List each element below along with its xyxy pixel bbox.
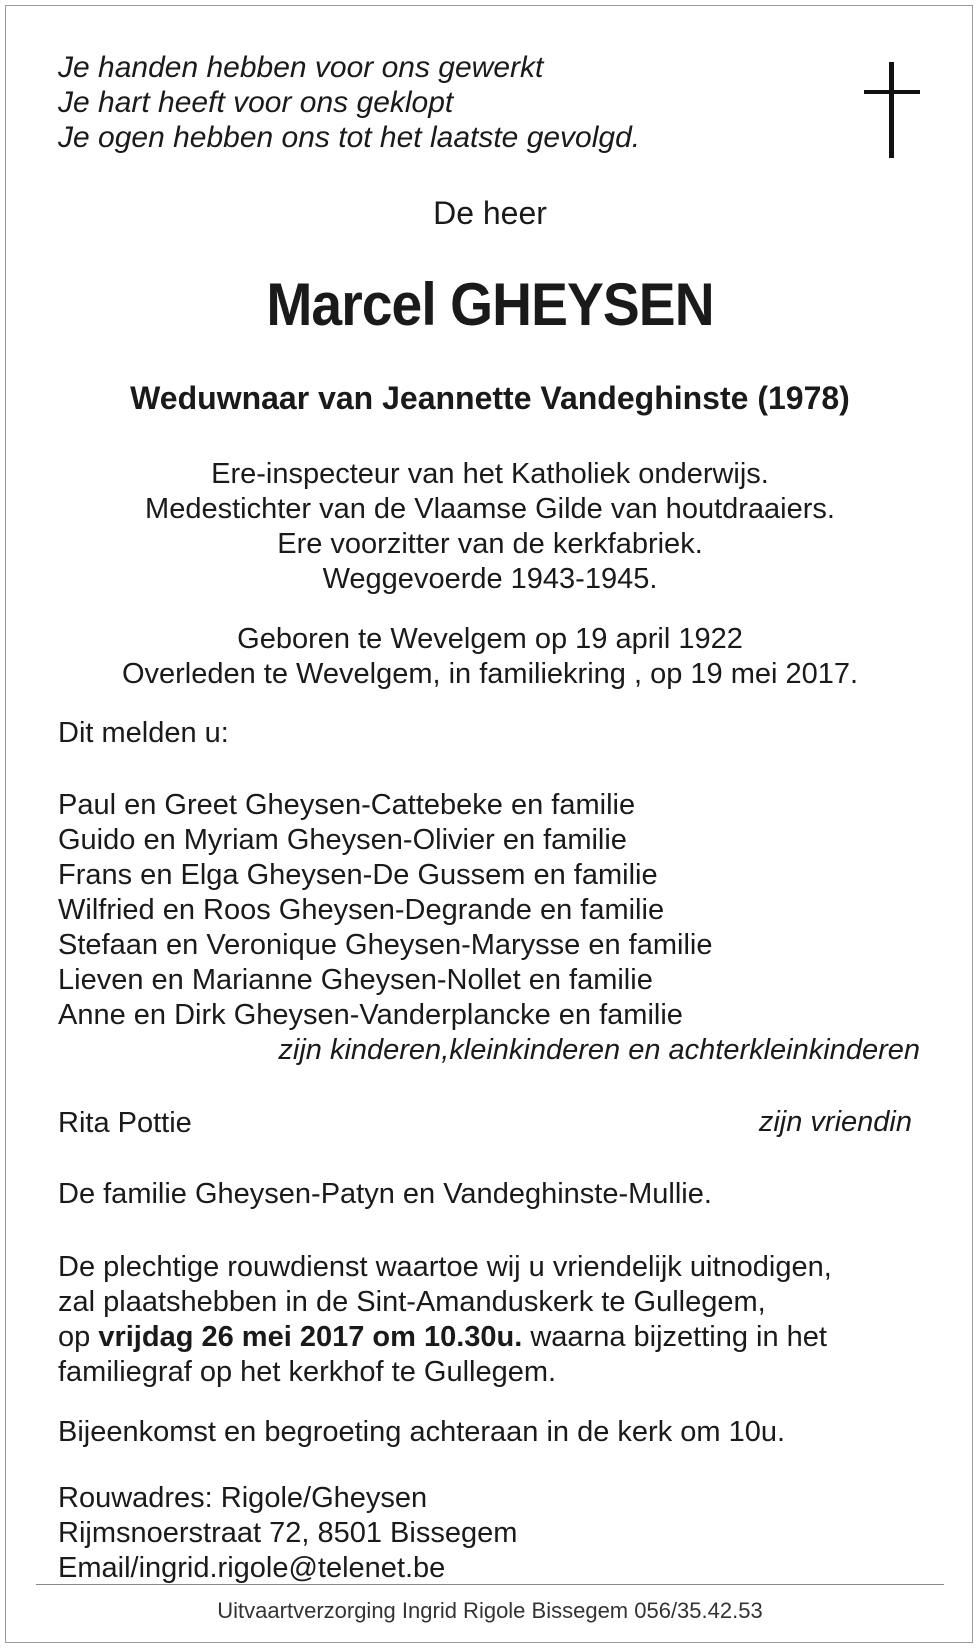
address-line: Rouwadres: Rigole/Gheysen [58, 1482, 428, 1514]
email-line: Email/ingrid.rigole@telenet.be [58, 1552, 446, 1584]
service-date: vrijdag 26 mei 2017 om 10.30u. [98, 1321, 523, 1353]
death-line: Overleden te Wevelgem, in familiekring , op 19 mei 2017. [121, 658, 859, 690]
life-dates [0, 622, 980, 692]
service-line: De plechtige rouwdienst waartoe wij u vriendelijk uitnodigen, [58, 1251, 832, 1283]
family-item: Guido en Myriam Gheysen-Olivier en familie [58, 824, 627, 856]
family-item: Frans en Elga Gheysen-De Gussem en familie [58, 859, 658, 891]
cross-icon [864, 62, 920, 158]
poem-line: Je hart heeft voor ons geklopt [58, 86, 454, 119]
salutation: De heer [433, 195, 547, 231]
poem-line: Je handen hebben voor ons gewerkt [58, 51, 544, 84]
family-item: Paul en Greet Gheysen-Cattebeke en familie [58, 789, 636, 821]
service-line [58, 1320, 832, 1355]
meeting-line: Bijeenkomst en begroeting achteraan in de kerk om 10u. [58, 1416, 786, 1448]
address-line: Rijmsnoerstraat 72, 8501 Bissegem [58, 1517, 518, 1549]
poem-line: Je ogen hebben ons tot het laatste gevolgd. [58, 121, 641, 154]
poem [58, 50, 640, 155]
family-item: Stefaan en Veronique Gheysen-Marysse en familie [58, 929, 713, 961]
footer-credit: Uitvaartverzorging Ingrid Rigole Bissegem 056/35.42.53 [217, 1598, 763, 1623]
service-info [58, 1250, 832, 1390]
family-item: Lieven en Marianne Gheysen-Nollet en familie [58, 964, 653, 996]
service-line: familiegraf op het kerkhof te Gullegem. [58, 1356, 557, 1388]
deceased-name: Marcel GHEYSEN [266, 271, 714, 338]
service-post: waarna bijzetting in het [522, 1321, 827, 1353]
mourning-address [58, 1481, 517, 1586]
service-pre: op [58, 1321, 99, 1353]
birth-line: Geboren te Wevelgem op 19 april 1922 [237, 623, 743, 655]
title-line: Ere-inspecteur van het Katholiek onderwijs. [211, 458, 769, 490]
titles [0, 457, 980, 597]
family-list [58, 788, 712, 1033]
widower-line: Weduwnaar van Jeannette Vandeghinste (1978) [130, 380, 850, 416]
announce-line: Dit melden u: [58, 717, 229, 749]
title-line: Ere voorzitter van de kerkfabriek. [277, 528, 703, 560]
title-line: Weggevoerde 1943-1945. [322, 563, 658, 595]
friend-role: zijn vriendin [758, 1106, 912, 1138]
family-role: zijn kinderen,kleinkinderen en achterkleinkinderen [278, 1034, 920, 1066]
family-item: Wilfried en Roos Gheysen-Degrande en familie [58, 894, 665, 926]
title-line: Medestichter van de Vlaamse Gilde van houtdraaiers. [145, 493, 835, 525]
service-line: zal plaatshebben in de Sint-Amanduskerk te Gullegem, [58, 1286, 766, 1318]
footer-divider [36, 1584, 944, 1585]
friend-name: Rita Pottie [58, 1107, 192, 1139]
family-item: Anne en Dirk Gheysen-Vanderplancke en familie [58, 999, 683, 1031]
family-group: De familie Gheysen-Patyn en Vandeghinste-Mullie. [58, 1178, 712, 1210]
